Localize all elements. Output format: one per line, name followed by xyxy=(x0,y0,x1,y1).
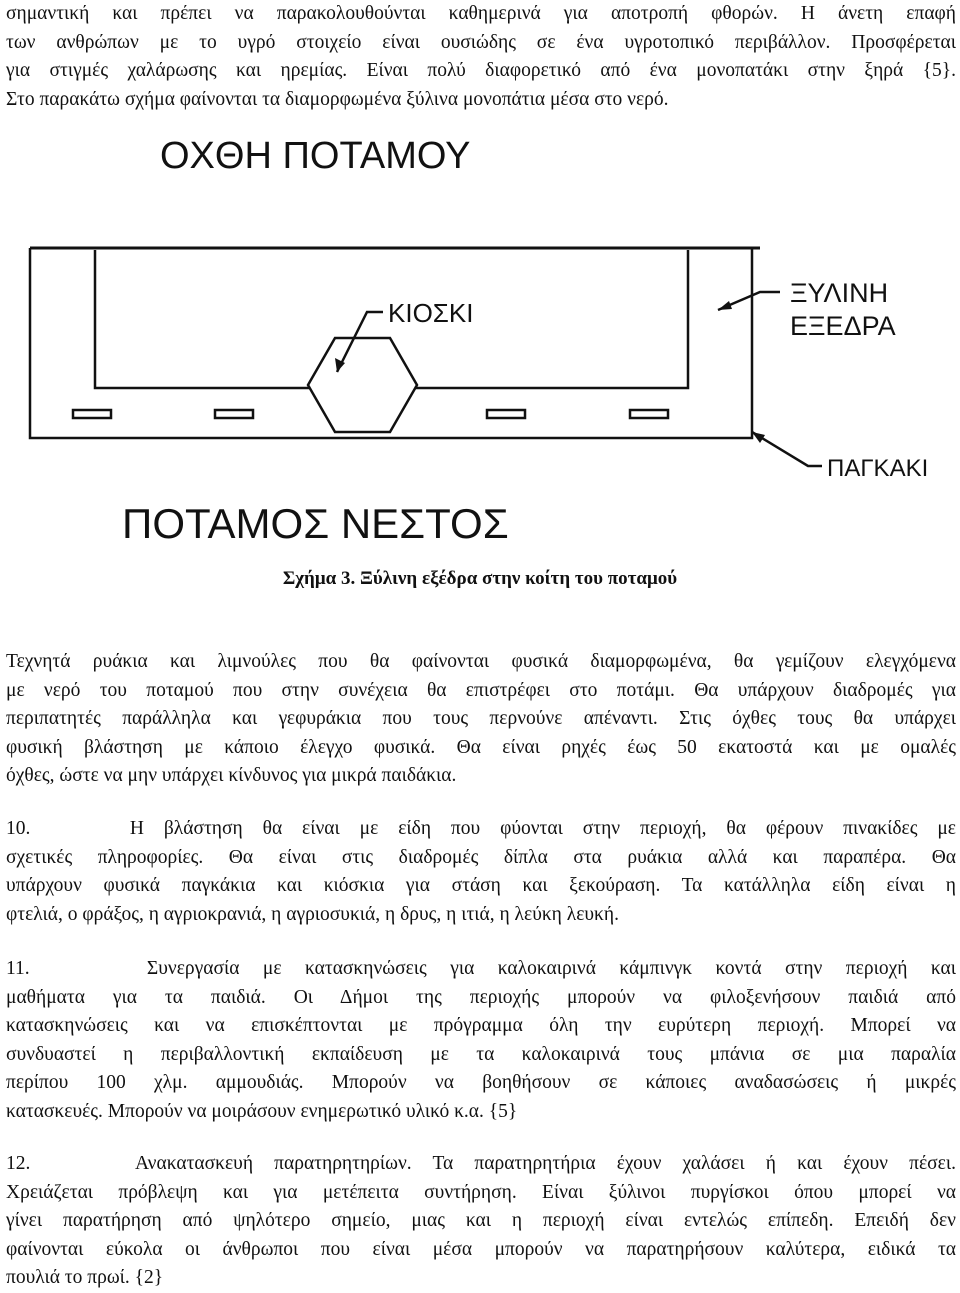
paragraph-12 xyxy=(6,1150,956,1293)
text-line: σχετικές πληροφορίες. Θα είναι στις διαδρομές δίπλα στα ρυάκια αλλά και παραπέρα. Θα xyxy=(6,846,956,868)
bench xyxy=(73,410,111,418)
text-line: συνδυαστεί η περιβαλλοντική εκπαίδευση με τα καλοκαιρινά τους μπάνια σε μια παραλία xyxy=(6,1043,956,1065)
platform-arrowhead xyxy=(718,301,732,310)
platform-label-line1: ΞΥΛΙΝΗ xyxy=(790,278,889,308)
figure-river-platform xyxy=(0,120,960,560)
text-line: Χρειάζεται πρόβλεψη και για μετέπειτα συντήρηση. Είναι ξύλινοι πυργίσκοι όπου μπορεί να xyxy=(6,1181,956,1203)
text-line: φαίνονται εύκολα οι άνθρωποι που είναι μέσα μπορούν να παρατηρήσουν καλύτερα, ειδικά τα xyxy=(6,1238,956,1260)
bench xyxy=(487,410,525,418)
text-line: με νερό του ποταμού που στην συνέχεια θα επιστρέφει στο ποτάμι. Θα υπάρχουν διαδρομές για xyxy=(6,679,956,701)
text-line: των ανθρώπων με το υγρό στοιχείο είναι ουσιώδης σε ένα υγροτοπικό περιβάλλον. Προσφέρεται xyxy=(6,31,956,53)
text-line: φτελιά, ο φράξος, η αγριοκρανιά, η αγριοσυκιά, η δρυς, η ιτιά, η λεύκη λευκή. xyxy=(6,903,619,925)
text-line: Τεχνητά ρυάκια και λιμνούλες που θα φαίνονται φυσικά διαμορφωμένα, θα γεμίζουν ελεγχόμενα xyxy=(6,651,956,672)
text-line: πουλιά το πρωί. {2} xyxy=(6,1267,164,1289)
text-line: μαθήματα για τα παιδιά. Οι Δήμοι της περιοχής μπορούν να φιλοξενήσουν παιδιά από xyxy=(6,986,956,1008)
text-line: γίνει παρατήρηση από ψηλότερο σημείο, μιας και η περιοχή είναι εντελώς επίπεδη. Επειδή δεν xyxy=(6,1210,956,1232)
bench-label: ΠΑΓΚΑΚΙ xyxy=(827,455,929,482)
text-line: φυσική βλάστηση με κάποιο έλεγχο φυσικά. Θα είναι ρηχές έως 50 εκατοστά και με ομαλές xyxy=(6,736,956,758)
kiosk-hexagon xyxy=(308,338,417,432)
text-line: 12. Ανακατασκευή παρατηρητηρίων. Τα παρατηρητήρια έχουν χαλάσει ή και έχουν πέσει. xyxy=(6,1153,956,1174)
intro-paragraph xyxy=(6,0,956,114)
platform-label-line2: ΕΞΕΔΡΑ xyxy=(790,311,896,341)
kiosk-label: ΚΙΟΣΚΙ xyxy=(388,298,474,328)
paragraph-11 xyxy=(6,955,956,1127)
text-line: όχθες, ώστε να μην υπάρχει κίνδυνος για μικρά παιδάκια. xyxy=(6,765,457,787)
figure-caption: Σχήμα 3. Ξύλινη εξέδρα στην κοίτη του ποταμού xyxy=(282,568,678,589)
bank-label: ΟΧΘΗ ΠΟΤΑΜΟΥ xyxy=(160,135,471,177)
text-line: περιπατητές παράλληλα και γεφυράκια που τους περνούνε απέναντι. Στις όχθες τους θα υπάρχει xyxy=(6,708,956,730)
bench xyxy=(630,410,668,418)
text-line: Στο παρακάτω σχήμα φαίνονται τα διαμορφωμένα ξύλινα μονοπάτια μέσα στο νερό. xyxy=(6,88,669,110)
water-paragraph xyxy=(6,648,956,791)
text-line: κατασκηνώσεις και να επισκέπτονται με πρόγραμμα όλη την ευρύτερη περιοχή. Μπορεί να xyxy=(6,1015,956,1037)
text-line: περίπου 100 χλμ. αμμουδιάς. Μπορούν να βοηθήσουν σε κάποιες αναδασώσεις ή μικρές xyxy=(6,1072,956,1094)
text-line: σημαντική και πρέπει να παρακολουθούνται καθημερινά για αποτροπή φθορών. Η άνετη επαφή xyxy=(6,3,956,24)
text-line: 10. Η βλάστηση θα είναι με είδη που φύονται στην περιοχή, θα φέρουν πινακίδες με xyxy=(6,818,956,839)
text-line: 11. Συνεργασία με κατασκηνώσεις για καλοκαιρινά κάμπινγκ κοντά στην περιοχή και xyxy=(6,958,956,979)
platform-diagram xyxy=(0,120,960,560)
bench xyxy=(215,410,253,418)
bench-arrowhead xyxy=(752,432,765,443)
paragraph-10 xyxy=(6,815,956,929)
river-label: ΠΟΤΑΜΟΣ ΝΕΣΤΟΣ xyxy=(122,500,509,547)
text-line: υπάρχουν φυσικά παγκάκια και κιόσκια για στάση και ξεκούραση. Τα κατάλληλα είδη είναι η xyxy=(6,875,956,897)
text-line: κατασκευές. Μπορούν να μοιράσουν ενημερωτικό υλικό κ.α. {5} xyxy=(6,1100,518,1122)
text-line: για στιγμές χαλάρωσης και ηρεμίας. Είναι πολύ διαφορετικό από ένα μονοπατάκι στην ξηρά {5}. xyxy=(6,60,956,82)
